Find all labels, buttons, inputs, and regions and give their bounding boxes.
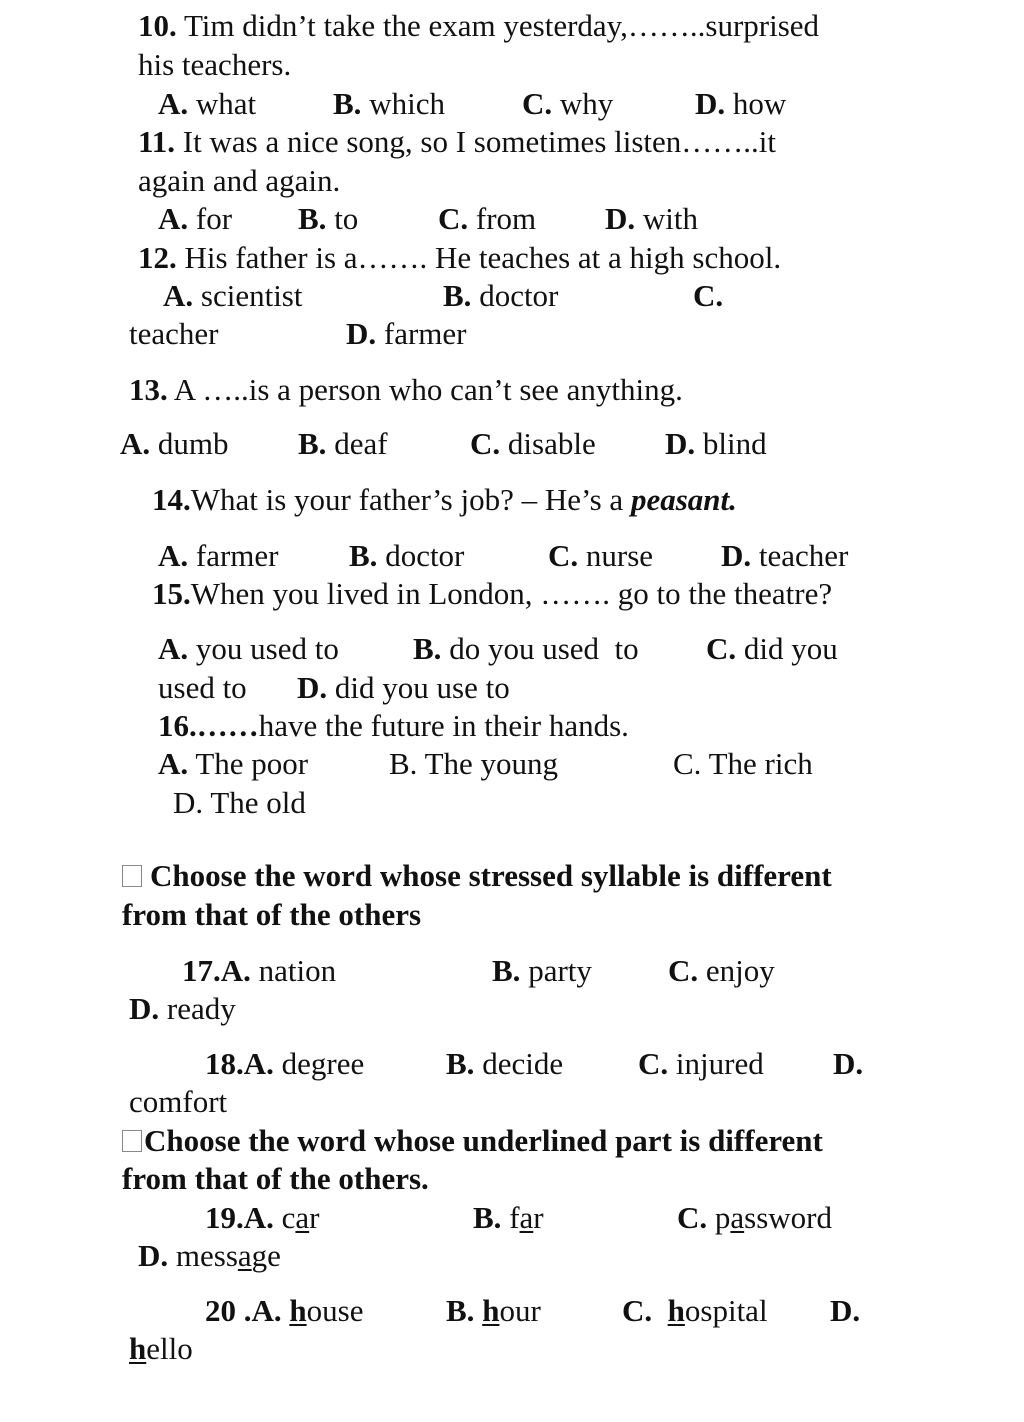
option-text: farmer xyxy=(376,316,467,351)
q10-option-d xyxy=(695,88,786,119)
option-text: deaf xyxy=(326,426,388,461)
q17-number: 17.A. xyxy=(182,953,251,988)
q12-number: 12. xyxy=(138,240,177,275)
q14-stem-line xyxy=(152,484,737,515)
option-text: do you used to xyxy=(441,631,639,666)
option-letter: C. xyxy=(706,631,737,666)
q16-option-d: D. The old xyxy=(173,785,306,820)
option-letter: D. xyxy=(695,86,726,121)
option-letter: D. xyxy=(605,201,636,236)
q11-option-c xyxy=(438,203,536,234)
option-letter: B. xyxy=(446,1293,475,1328)
option-text: disable xyxy=(500,426,596,461)
underlined-part: h xyxy=(667,1293,685,1328)
q12-stem-line xyxy=(138,242,781,273)
q10-option-a xyxy=(158,88,256,119)
q17-option-a xyxy=(182,955,336,986)
option-text: did you xyxy=(736,631,838,666)
underlined-part: a xyxy=(730,1200,745,1235)
q11-option-b xyxy=(298,203,358,234)
q17-option-d xyxy=(129,993,236,1024)
option-text: doctor xyxy=(377,538,465,573)
q12-stem: His father is a……. He teaches at a high school. xyxy=(176,240,782,275)
q13-option-d xyxy=(665,428,767,459)
word-part: r xyxy=(309,1200,320,1235)
q16-number: 16. xyxy=(158,708,197,743)
word-part: ospital xyxy=(684,1293,768,1328)
q13-option-b xyxy=(298,428,388,459)
checkbox-glyph-icon xyxy=(122,865,142,887)
q15-option-b xyxy=(413,633,639,664)
q15-option-a xyxy=(158,633,339,664)
q16-stem: have the future in their hands. xyxy=(258,708,629,743)
word-part: p xyxy=(707,1200,731,1235)
option-text: you used to xyxy=(188,631,339,666)
option-text: with xyxy=(635,201,699,236)
option-text: how xyxy=(725,86,787,121)
underlined-part: a xyxy=(295,1200,310,1235)
q12-option-b xyxy=(443,280,558,311)
q15-option-c-continued: used to xyxy=(158,670,247,705)
option-letter: B. xyxy=(333,86,362,121)
q19-option-d xyxy=(138,1240,281,1271)
option-text: enjoy xyxy=(698,953,775,988)
q13-stem: A …..is a person who can’t see anything. xyxy=(167,372,683,407)
option-text: injured xyxy=(668,1046,764,1081)
q10-stem-line2: his teachers. xyxy=(138,47,292,82)
option-letter: A. xyxy=(158,746,189,781)
q15-stem: When you lived in London, ……. go to the theatre? xyxy=(190,576,833,611)
word-part: mess xyxy=(168,1238,238,1273)
q18-option-a xyxy=(205,1048,364,1079)
option-letter: A. xyxy=(120,426,151,461)
option-text: blind xyxy=(695,426,767,461)
q15-number: 15. xyxy=(152,576,191,611)
option-letter: C. xyxy=(638,1046,669,1081)
underlined-part: a xyxy=(519,1200,534,1235)
section-heading-line: Choose the word whose underlined part is different xyxy=(144,1123,823,1158)
q19-option-c xyxy=(677,1202,832,1233)
q16-blank: …… xyxy=(196,708,259,743)
option-text: what xyxy=(188,86,257,121)
option-text: to xyxy=(326,201,359,236)
option-text: for xyxy=(188,201,233,236)
word-part: c xyxy=(273,1200,296,1235)
q14-stem: What is your father’s job? – He’s a xyxy=(190,482,631,517)
q20-option-a xyxy=(205,1295,363,1326)
q20-option-d-letter: D. xyxy=(830,1293,861,1328)
q12-option-d xyxy=(346,318,467,349)
word-part: ssword xyxy=(744,1200,832,1235)
q14-option-a xyxy=(158,540,279,571)
q19-option-b xyxy=(473,1202,544,1233)
option-text: nation xyxy=(250,953,337,988)
option-text: party xyxy=(520,953,592,988)
q16-option-c: C. The rich xyxy=(673,746,813,781)
option-letter: B. xyxy=(298,201,327,236)
underlined-part: a xyxy=(237,1238,252,1273)
option-letter: C. xyxy=(470,426,501,461)
q11-stem-line1 xyxy=(138,126,776,157)
q10-option-b xyxy=(333,88,445,119)
option-letter: B. xyxy=(473,1200,502,1235)
option-text: ready xyxy=(159,991,236,1026)
underlined-part: h xyxy=(289,1293,307,1328)
q18-option-d-text: comfort xyxy=(129,1084,228,1119)
option-letter: C. xyxy=(622,1293,653,1328)
option-text: farmer xyxy=(188,538,279,573)
q12-option-c-letter xyxy=(693,280,723,311)
underlined-part: h xyxy=(482,1293,500,1328)
q16-stem-line xyxy=(158,710,629,741)
option-letter: C. xyxy=(693,278,724,313)
q11-number: 11. xyxy=(138,124,176,159)
option-letter: D. xyxy=(665,426,696,461)
option-letter: B. xyxy=(446,1046,475,1081)
option-text: nurse xyxy=(578,538,654,573)
option-letter: D. xyxy=(721,538,752,573)
q18-number: 18.A. xyxy=(205,1046,274,1081)
option-letter: D. xyxy=(129,991,160,1026)
q18-option-c xyxy=(638,1048,764,1079)
q20-option-d-text xyxy=(129,1333,193,1364)
option-text: scientist xyxy=(193,278,303,313)
q13-stem-line xyxy=(129,374,683,405)
q11-option-a xyxy=(158,203,232,234)
section-heading-underline-line2: from that of the others. xyxy=(122,1161,429,1196)
word-part: our xyxy=(499,1293,541,1328)
q13-option-c xyxy=(470,428,596,459)
option-text: decide xyxy=(474,1046,564,1081)
q11-option-d xyxy=(605,203,698,234)
q15-option-d xyxy=(297,672,510,703)
q14-number: 14. xyxy=(152,482,191,517)
q13-option-a xyxy=(120,428,229,459)
word-part: r xyxy=(533,1200,544,1235)
option-text: which xyxy=(361,86,445,121)
option-text: doctor xyxy=(471,278,559,313)
option-letter: A. xyxy=(158,201,189,236)
q10-number: 10. xyxy=(138,8,177,43)
q15-option-c xyxy=(706,633,838,664)
option-text: degree xyxy=(273,1046,365,1081)
q19-number: 19.A. xyxy=(205,1200,274,1235)
q16-option-a xyxy=(158,748,308,779)
q18-option-b xyxy=(446,1048,563,1079)
option-text: teacher xyxy=(751,538,849,573)
q14-option-c xyxy=(548,540,653,571)
option-letter: A. xyxy=(163,278,194,313)
word-part: f xyxy=(501,1200,520,1235)
option-letter: D. xyxy=(297,670,328,705)
q17-option-b xyxy=(492,955,592,986)
q20-option-b xyxy=(446,1295,541,1326)
option-text: dumb xyxy=(150,426,229,461)
q13-number: 13. xyxy=(129,372,168,407)
word-part: ello xyxy=(146,1331,193,1366)
option-letter: C. xyxy=(522,86,553,121)
option-text: from xyxy=(468,201,537,236)
section-heading-line: Choose the word whose stressed syllable is different xyxy=(150,858,832,893)
q16-option-b: B. The young xyxy=(389,746,559,781)
option-letter: B. xyxy=(298,426,327,461)
q17-option-c xyxy=(668,955,775,986)
q10-stem: Tim didn’t take the exam yesterday,……..surprised xyxy=(176,8,820,43)
q11-stem-line2: again and again. xyxy=(138,163,341,198)
q10-option-c xyxy=(522,88,613,119)
q12-option-a xyxy=(163,280,303,311)
option-letter: B. xyxy=(492,953,521,988)
q10-stem-line1 xyxy=(138,10,819,41)
underlined-part: h xyxy=(129,1331,147,1366)
option-letter: B. xyxy=(443,278,472,313)
section-heading-underline xyxy=(122,1125,823,1156)
option-letter: D. xyxy=(346,316,377,351)
option-letter: A. xyxy=(158,538,189,573)
section-heading-stress-line2: from that of the others xyxy=(122,897,422,932)
option-letter: D. xyxy=(138,1238,169,1273)
q11-stem: It was a nice song, so I sometimes listen……..it xyxy=(175,124,777,159)
option-letter: C. xyxy=(438,201,469,236)
section-heading-stress xyxy=(122,860,832,891)
option-letter: C. xyxy=(668,953,699,988)
q14-emphasized-word: peasant. xyxy=(630,482,737,517)
word-part: ouse xyxy=(306,1293,364,1328)
word-part: ge xyxy=(251,1238,281,1273)
option-text: did you use to xyxy=(327,670,510,705)
option-letter: B. xyxy=(349,538,378,573)
option-letter: B. xyxy=(413,631,442,666)
q14-option-d xyxy=(721,540,848,571)
q19-option-a xyxy=(205,1202,320,1233)
option-letter: C. xyxy=(548,538,579,573)
checkbox-glyph-icon xyxy=(122,1130,142,1152)
q18-option-d-letter: D. xyxy=(833,1046,864,1081)
option-text: The poor xyxy=(188,746,309,781)
option-letter: A. xyxy=(158,86,189,121)
q15-stem-line xyxy=(152,578,832,609)
q20-number: 20 .A. xyxy=(205,1293,282,1328)
q20-option-c xyxy=(622,1295,768,1326)
q14-option-b xyxy=(349,540,464,571)
q12-option-c-text: teacher xyxy=(129,316,219,351)
option-text: why xyxy=(552,86,614,121)
option-letter: C. xyxy=(677,1200,708,1235)
option-letter: A. xyxy=(158,631,189,666)
